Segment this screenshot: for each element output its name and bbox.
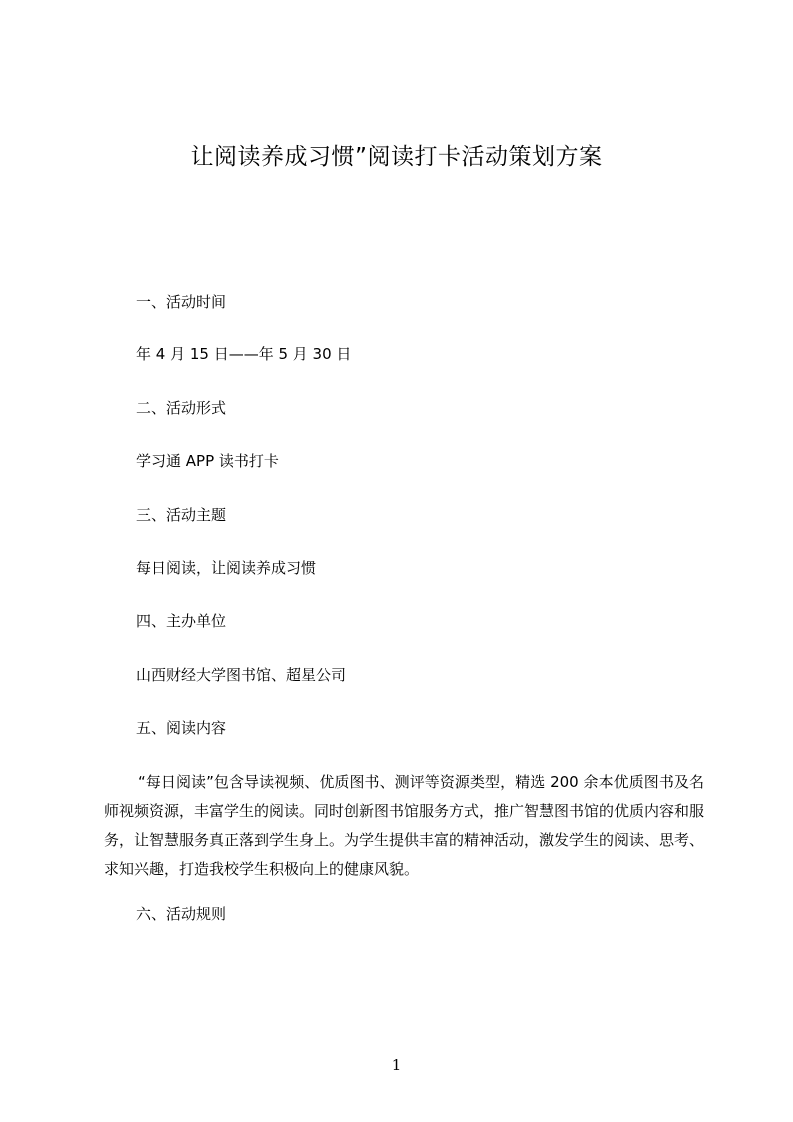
reading-content-paragraph: “每日阅读”包含导读视频、优质图书、测评等资源类型，精选 200 余本优质图书及名师视频资源，丰富学生的阅读。同时创新图书馆服务方式，推广智慧图书馆的优质内容和服务，让智慧服务真正落到学生身上。为学生提供丰富的精神活动，激发学生的阅读、思考、求知兴趣，打造我校学生积极向上的健康风貌。 xyxy=(104,773,705,878)
page-title: 让阅读养成习惯”阅读打卡活动策划方案 xyxy=(190,144,603,170)
section-heading-activity-rules: 六、活动规则 xyxy=(136,905,227,923)
activity-time-text: 年 4 月 15 日——年 5 月 30 日 xyxy=(136,345,352,363)
organizer-text: 山西财经大学图书馆、超星公司 xyxy=(136,666,347,684)
activity-format-text: 学习通 APP 读书打卡 xyxy=(136,452,279,470)
section-heading-reading-content: 五、阅读内容 xyxy=(136,719,227,737)
section-heading-organizer: 四、主办单位 xyxy=(136,612,227,630)
section-heading-activity-theme: 三、活动主题 xyxy=(136,506,227,524)
section-heading-activity-time: 一、活动时间 xyxy=(136,293,227,311)
activity-theme-text: 每日阅读，让阅读养成习惯 xyxy=(136,559,317,577)
section-heading-activity-format: 二、活动形式 xyxy=(136,399,227,417)
page-number: 1 xyxy=(391,1056,402,1074)
